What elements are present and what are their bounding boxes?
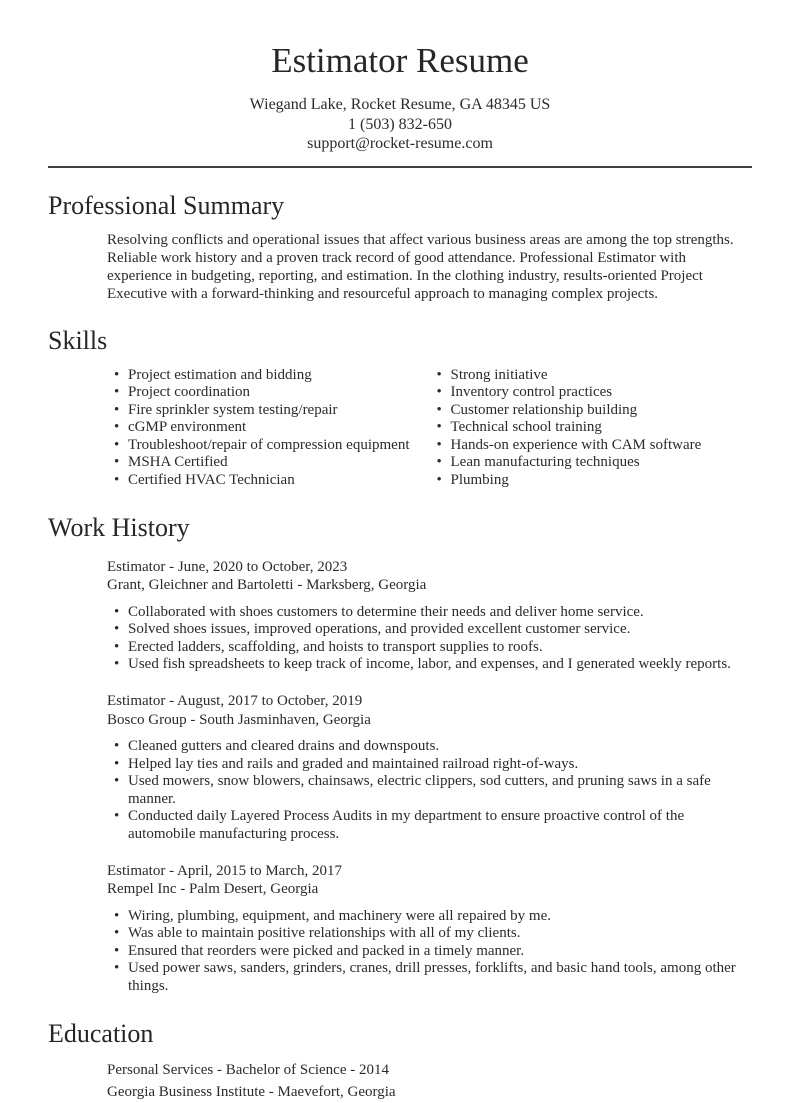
contact-email: support@rocket-resume.com [307,135,493,152]
skills-list-left [107,367,430,490]
job-entry [107,558,752,674]
job-bullet-list [107,604,752,674]
job-company-line: Rempel Inc - Palm Desert, Georgia [107,881,319,898]
skill-item: • cGMP environment [107,419,430,437]
job-heading [107,558,752,595]
skill-item: • Customer relationship building [430,402,753,420]
job-bullet: • Used mowers, snow blowers, chainsaws, electric clippers, sod cutters, and pruning saws in a safe manner. [107,773,752,808]
job-entry [107,692,752,844]
job-entry [107,862,752,996]
job-bullet-list [107,908,752,996]
skill-item: • Strong initiative [430,367,753,385]
contact-address: Wiegand Lake, Rocket Resume, GA 48345 US [249,96,551,113]
job-title-line: Estimator - April, 2015 to March, 2017 [107,862,342,879]
skill-item: • Project coordination [107,384,430,402]
section-heading-education: Education [48,1018,154,1048]
job-bullet: • Helped lay ties and rails and graded and maintained railroad right-of-ways. [107,756,752,774]
job-bullet-list [107,738,752,844]
skill-item: • Hands-on experience with CAM software [430,437,753,455]
education-school-line: Georgia Business Institute - Maevefort, Georgia [107,1083,396,1100]
resume-header [48,0,752,154]
resume-title: Estimator Resume [271,41,529,80]
job-bullet: • Used fish spreadsheets to keep track of income, labor, and expenses, and I generated weekly reports. [107,656,752,674]
section-heading-skills: Skills [48,325,108,355]
skill-item: • MSHA Certified [107,454,430,472]
job-bullet: • Conducted daily Layered Process Audits in my department to ensure proactive control of the automobile manufacturing process. [107,808,752,843]
section-heading-professional-summary: Professional Summary [48,190,285,220]
section-heading-work-history: Work History [48,512,190,542]
skill-item: • Troubleshoot/repair of compression equipment [107,437,430,455]
skills-list-right [430,367,753,490]
header-divider [48,166,752,168]
job-bullet: • Cleaned gutters and cleared drains and downspouts. [107,738,752,756]
skill-item: • Inventory control practices [430,384,753,402]
skill-item: • Lean manufacturing techniques [430,454,753,472]
job-title-line: Estimator - June, 2020 to October, 2023 [107,558,348,575]
contact-block [48,95,752,154]
skill-item: • Certified HVAC Technician [107,472,430,490]
education-degree-line: Personal Services - Bachelor of Science - 2014 [107,1061,389,1078]
job-bullet: • Used power saws, sanders, grinders, cranes, drill presses, forklifts, and basic hand tools, among other things. [107,960,752,995]
skill-item: • Technical school training [430,419,753,437]
professional-summary-text: Resolving conflicts and operational issues that affect various business areas are among the top strengths. Reliable work history and a proven track record of good attendance. Professional Estimator with experience in budgeting, reporting, and estimation. In the clothing industry, results-oriented Project Executive with a forward-thinking and resourceful approach to managing complex projects. [107,231,734,302]
job-company-line: Bosco Group - South Jasminhaven, Georgia [107,711,371,728]
job-title-line: Estimator - August, 2017 to October, 2019 [107,693,363,710]
job-bullet: • Collaborated with shoes customers to determine their needs and deliver home service. [107,604,752,622]
job-bullet: • Ensured that reorders were picked and packed in a timely manner. [107,943,752,961]
skill-item: • Plumbing [430,472,753,490]
job-heading [107,692,752,729]
job-heading [107,862,752,899]
skill-item: • Project estimation and bidding [107,367,430,385]
job-bullet: • Was able to maintain positive relationships with all of my clients. [107,925,752,943]
skills-columns [107,357,752,490]
job-bullet: • Erected ladders, scaffolding, and hoists to transport supplies to roofs. [107,639,752,657]
skill-item: • Fire sprinkler system testing/repair [107,402,430,420]
contact-phone: 1 (503) 832-650 [348,115,452,133]
education-entry [107,1059,752,1103]
job-bullet: • Wiring, plumbing, equipment, and machinery were all repaired by me. [107,908,752,926]
job-company-line: Grant, Gleichner and Bartoletti - Marksberg, Georgia [107,577,427,594]
job-bullet: • Solved shoes issues, improved operations, and provided excellent customer service. [107,621,752,639]
